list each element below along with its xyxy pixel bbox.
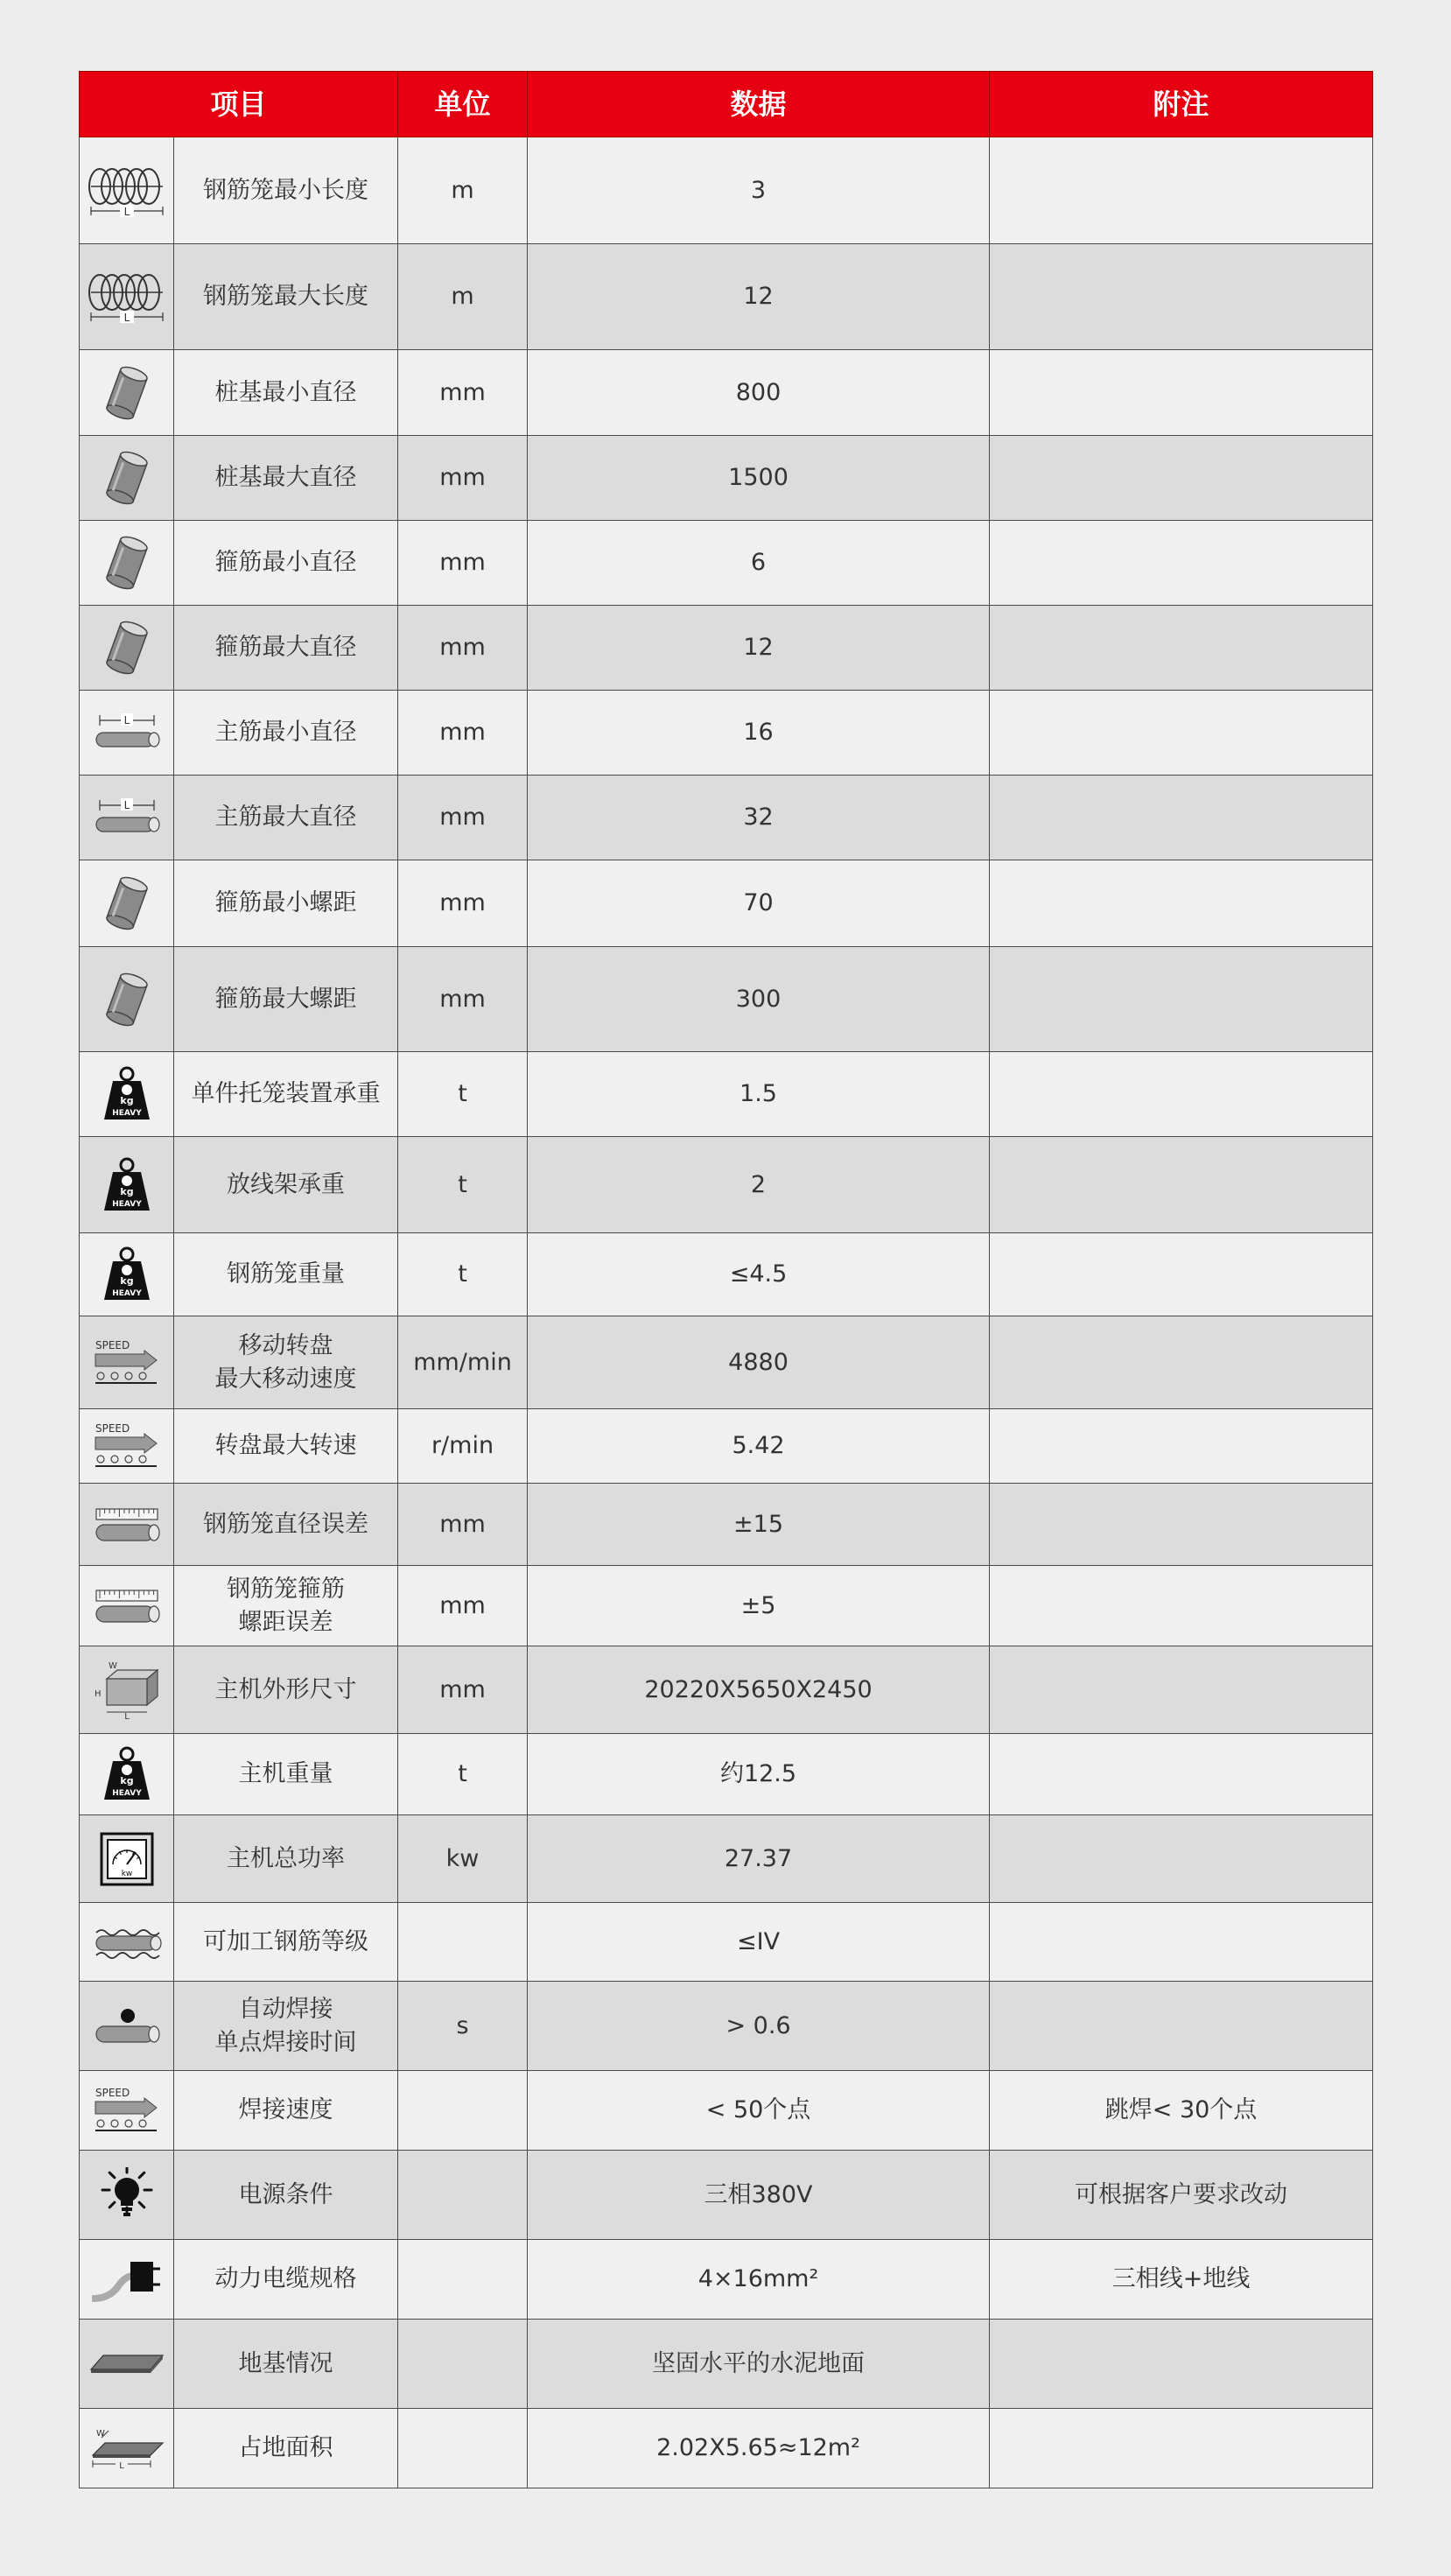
header-row [80,72,1373,137]
row-data-value: 坚固水平的水泥地面 [528,2320,990,2409]
ruler-rod-icon [80,1500,173,1549]
row-note: 三相线+地线 [990,2240,1373,2320]
row-unit: m [398,244,528,350]
row-unit: mm [398,606,528,691]
row-icon-cell [80,1734,174,1815]
row-unit: mm [398,521,528,606]
row-unit [398,2320,528,2409]
row-note [990,1316,1373,1409]
row-note: 可根据客户要求改动 [990,2151,1373,2240]
svg-text:W: W [95,2429,105,2439]
row-icon-cell [80,1316,174,1409]
svg-text:kg: kg [119,1095,134,1106]
row-item-name: 箍筋最大直径 [174,606,398,691]
svg-text:HEAVY: HEAVY [111,1789,142,1798]
row-data-value: 4880 [528,1316,990,1409]
table-row [80,947,1373,1052]
row-icon-cell [80,1409,174,1484]
row-data-value: 三相380V [528,2151,990,2240]
table-row [80,1903,1373,1982]
row-unit: r/min [398,1409,528,1484]
row-unit: mm [398,860,528,947]
row-data-value: 16 [528,691,990,776]
row-note [990,1233,1373,1316]
row-note [990,244,1373,350]
row-item-name: 可加工钢筋等级 [174,1903,398,1982]
row-note [990,2409,1373,2488]
row-note [990,606,1373,691]
row-note [990,947,1373,1052]
table-row [80,691,1373,776]
row-data-value: ≤4.5 [528,1233,990,1316]
row-unit: mm [398,1646,528,1734]
table-row [80,1316,1373,1409]
row-data-value: 6 [528,521,990,606]
row-item-name: 主筋最大直径 [174,776,398,860]
row-note [990,1982,1373,2071]
svg-text:kg: kg [119,1775,134,1786]
svg-text:H: H [94,1688,102,1699]
row-item-name: 占地面积 [174,2409,398,2488]
row-icon-cell [80,1484,174,1566]
row-note [990,1566,1373,1646]
row-unit [398,2151,528,2240]
row-icon-cell [80,1052,174,1137]
svg-text:W: W [108,1660,117,1671]
row-icon-cell [80,1646,174,1734]
row-note [990,1903,1373,1982]
svg-text:kg: kg [119,1185,134,1197]
rod-length-icon [80,791,173,844]
row-unit: mm [398,691,528,776]
row-item-name: 主机总功率 [174,1815,398,1903]
row-note [990,2320,1373,2409]
row-icon-cell [80,860,174,947]
row-data-value: 20220X5650X2450 [528,1646,990,1734]
svg-text:L: L [123,312,130,324]
table-row [80,2071,1373,2151]
box-dimension-icon [80,1660,173,1721]
svg-text:L: L [118,2461,124,2471]
row-icon-cell [80,1903,174,1982]
row-note [990,1815,1373,1903]
table-row [80,776,1373,860]
row-data-value: ±15 [528,1484,990,1566]
row-icon-cell [80,244,174,350]
ground-plate-icon [80,2347,173,2382]
ruler-rod-icon [80,1582,173,1631]
row-data-value: 12 [528,244,990,350]
row-item-name: 放线架承重 [174,1137,398,1233]
row-icon-cell [80,2320,174,2409]
row-note: 跳焊< 30个点 [990,2071,1373,2151]
svg-text:SPEED: SPEED [95,1338,130,1351]
table-row [80,1052,1373,1137]
row-unit [398,1903,528,1982]
weight-icon [80,1745,173,1803]
row-note [990,137,1373,244]
power-meter-icon [80,1831,173,1887]
row-item-name: 钢筋笼箍筋 螺距误差 [174,1566,398,1646]
row-data-value: ≤IV [528,1903,990,1982]
row-item-name: 桩基最大直径 [174,436,398,521]
row-unit: t [398,1233,528,1316]
cylinder-icon [80,532,173,593]
svg-text:HEAVY: HEAVY [111,1199,142,1209]
row-note [990,1137,1373,1233]
row-unit: mm [398,1484,528,1566]
row-item-name: 地基情况 [174,2320,398,2409]
cylinder-icon [80,362,173,424]
table-row [80,2151,1373,2240]
row-unit [398,2071,528,2151]
row-note [990,350,1373,436]
table-row [80,860,1373,947]
row-note [990,1484,1373,1566]
row-unit: mm [398,947,528,1052]
table-row [80,2409,1373,2488]
row-data-value: ±5 [528,1566,990,1646]
row-unit: t [398,1734,528,1815]
row-unit: t [398,1137,528,1233]
svg-text:HEAVY: HEAVY [111,1289,142,1298]
row-note [990,776,1373,860]
table-row [80,1734,1373,1815]
row-unit: m [398,137,528,244]
table-row [80,244,1373,350]
row-icon-cell [80,691,174,776]
row-note [990,521,1373,606]
table-row [80,350,1373,436]
row-note [990,1734,1373,1815]
row-data-value: 1.5 [528,1052,990,1137]
row-data-value: 5.42 [528,1409,990,1484]
svg-text:L: L [123,799,130,811]
speed-icon [80,1337,173,1389]
cylinder-icon [80,873,173,934]
row-note [990,691,1373,776]
weight-icon [80,1065,173,1123]
row-unit: mm [398,776,528,860]
speed-icon [80,2084,173,2137]
row-icon-cell [80,776,174,860]
row-item-name: 转盘最大转速 [174,1409,398,1484]
svg-text:SPEED: SPEED [95,2087,130,2099]
row-item-name: 箍筋最大螺距 [174,947,398,1052]
table-row [80,521,1373,606]
row-unit: mm [398,436,528,521]
row-unit: mm [398,1566,528,1646]
row-icon-cell [80,1137,174,1233]
spec-table [79,71,1373,2488]
table-row [80,1815,1373,1903]
row-note [990,1646,1373,1734]
row-data-value: 约12.5 [528,1734,990,1815]
svg-text:kg: kg [119,1275,134,1287]
svg-text:L: L [123,1711,130,1721]
table-row [80,1137,1373,1233]
table-row [80,1566,1373,1646]
table-row [80,2320,1373,2409]
table-row [80,1409,1373,1484]
row-icon-cell [80,2409,174,2488]
row-data-value: 2 [528,1137,990,1233]
row-data-value: 3 [528,137,990,244]
row-unit: s [398,1982,528,2071]
svg-text:kw: kw [121,1869,132,1878]
weld-point-icon [80,2002,173,2051]
table-row [80,137,1373,244]
header-note: 附注 [990,72,1373,137]
row-data-value: 800 [528,350,990,436]
floor-area-icon [80,2424,173,2473]
row-icon-cell [80,1815,174,1903]
row-item-name: 钢筋笼重量 [174,1233,398,1316]
cylinder-icon [80,617,173,678]
row-data-value: 4×16mm² [528,2240,990,2320]
row-item-name: 主机外形尺寸 [174,1646,398,1734]
cable-plug-icon [80,2255,173,2304]
cylinder-icon [80,447,173,509]
speed-icon [80,1420,173,1472]
row-data-value: 12 [528,606,990,691]
row-icon-cell [80,350,174,436]
row-icon-cell [80,436,174,521]
row-unit: t [398,1052,528,1137]
row-icon-cell [80,606,174,691]
header-unit: 单位 [398,72,528,137]
row-item-name: 单件托笼装置承重 [174,1052,398,1137]
header-data: 数据 [528,72,990,137]
table-row [80,1484,1373,1566]
row-item-name: 箍筋最小螺距 [174,860,398,947]
row-item-name: 移动转盘 最大移动速度 [174,1316,398,1409]
header-item: 项目 [80,72,398,137]
table-row [80,1233,1373,1316]
row-unit: mm [398,350,528,436]
row-data-value: > 0.6 [528,1982,990,2071]
row-item-name: 钢筋笼最小长度 [174,137,398,244]
row-data-value: 32 [528,776,990,860]
svg-text:SPEED: SPEED [95,1422,130,1435]
row-item-name: 主筋最小直径 [174,691,398,776]
row-item-name: 电源条件 [174,2151,398,2240]
cage-length-icon [80,160,173,221]
table-row [80,1646,1373,1734]
row-item-name: 自动焊接 单点焊接时间 [174,1982,398,2071]
table-row [80,2240,1373,2320]
table-row [80,436,1373,521]
row-unit [398,2240,528,2320]
row-icon-cell [80,2240,174,2320]
cylinder-icon [80,969,173,1030]
row-icon-cell [80,1233,174,1316]
row-data-value: < 50个点 [528,2071,990,2151]
row-data-value: 1500 [528,436,990,521]
row-item-name: 钢筋笼直径误差 [174,1484,398,1566]
row-item-name: 主机重量 [174,1734,398,1815]
row-icon-cell [80,1566,174,1646]
row-item-name: 焊接速度 [174,2071,398,2151]
row-icon-cell [80,947,174,1052]
row-note [990,1052,1373,1137]
ribbed-rod-icon [80,1920,173,1964]
row-item-name: 钢筋笼最大长度 [174,244,398,350]
row-data-value: 70 [528,860,990,947]
row-data-value: 300 [528,947,990,1052]
svg-text:L: L [123,205,130,218]
bulb-icon [80,2167,173,2223]
table-row [80,1982,1373,2071]
row-icon-cell [80,137,174,244]
row-item-name: 动力电缆规格 [174,2240,398,2320]
row-note [990,1409,1373,1484]
row-unit: kw [398,1815,528,1903]
row-item-name: 桩基最小直径 [174,350,398,436]
cage-length-icon [80,266,173,327]
row-icon-cell [80,521,174,606]
spec-body [80,137,1373,2488]
table-row [80,606,1373,691]
row-data-value: 2.02X5.65≈12m² [528,2409,990,2488]
row-data-value: 27.37 [528,1815,990,1903]
row-item-name: 箍筋最小直径 [174,521,398,606]
row-icon-cell [80,2151,174,2240]
row-note [990,436,1373,521]
row-unit: mm/min [398,1316,528,1409]
weight-icon [80,1156,173,1214]
svg-text:HEAVY: HEAVY [111,1109,142,1118]
row-unit [398,2409,528,2488]
row-icon-cell [80,1982,174,2071]
svg-text:L: L [123,714,130,726]
weight-icon [80,1246,173,1303]
rod-length-icon [80,706,173,759]
row-note [990,860,1373,947]
row-icon-cell [80,2071,174,2151]
